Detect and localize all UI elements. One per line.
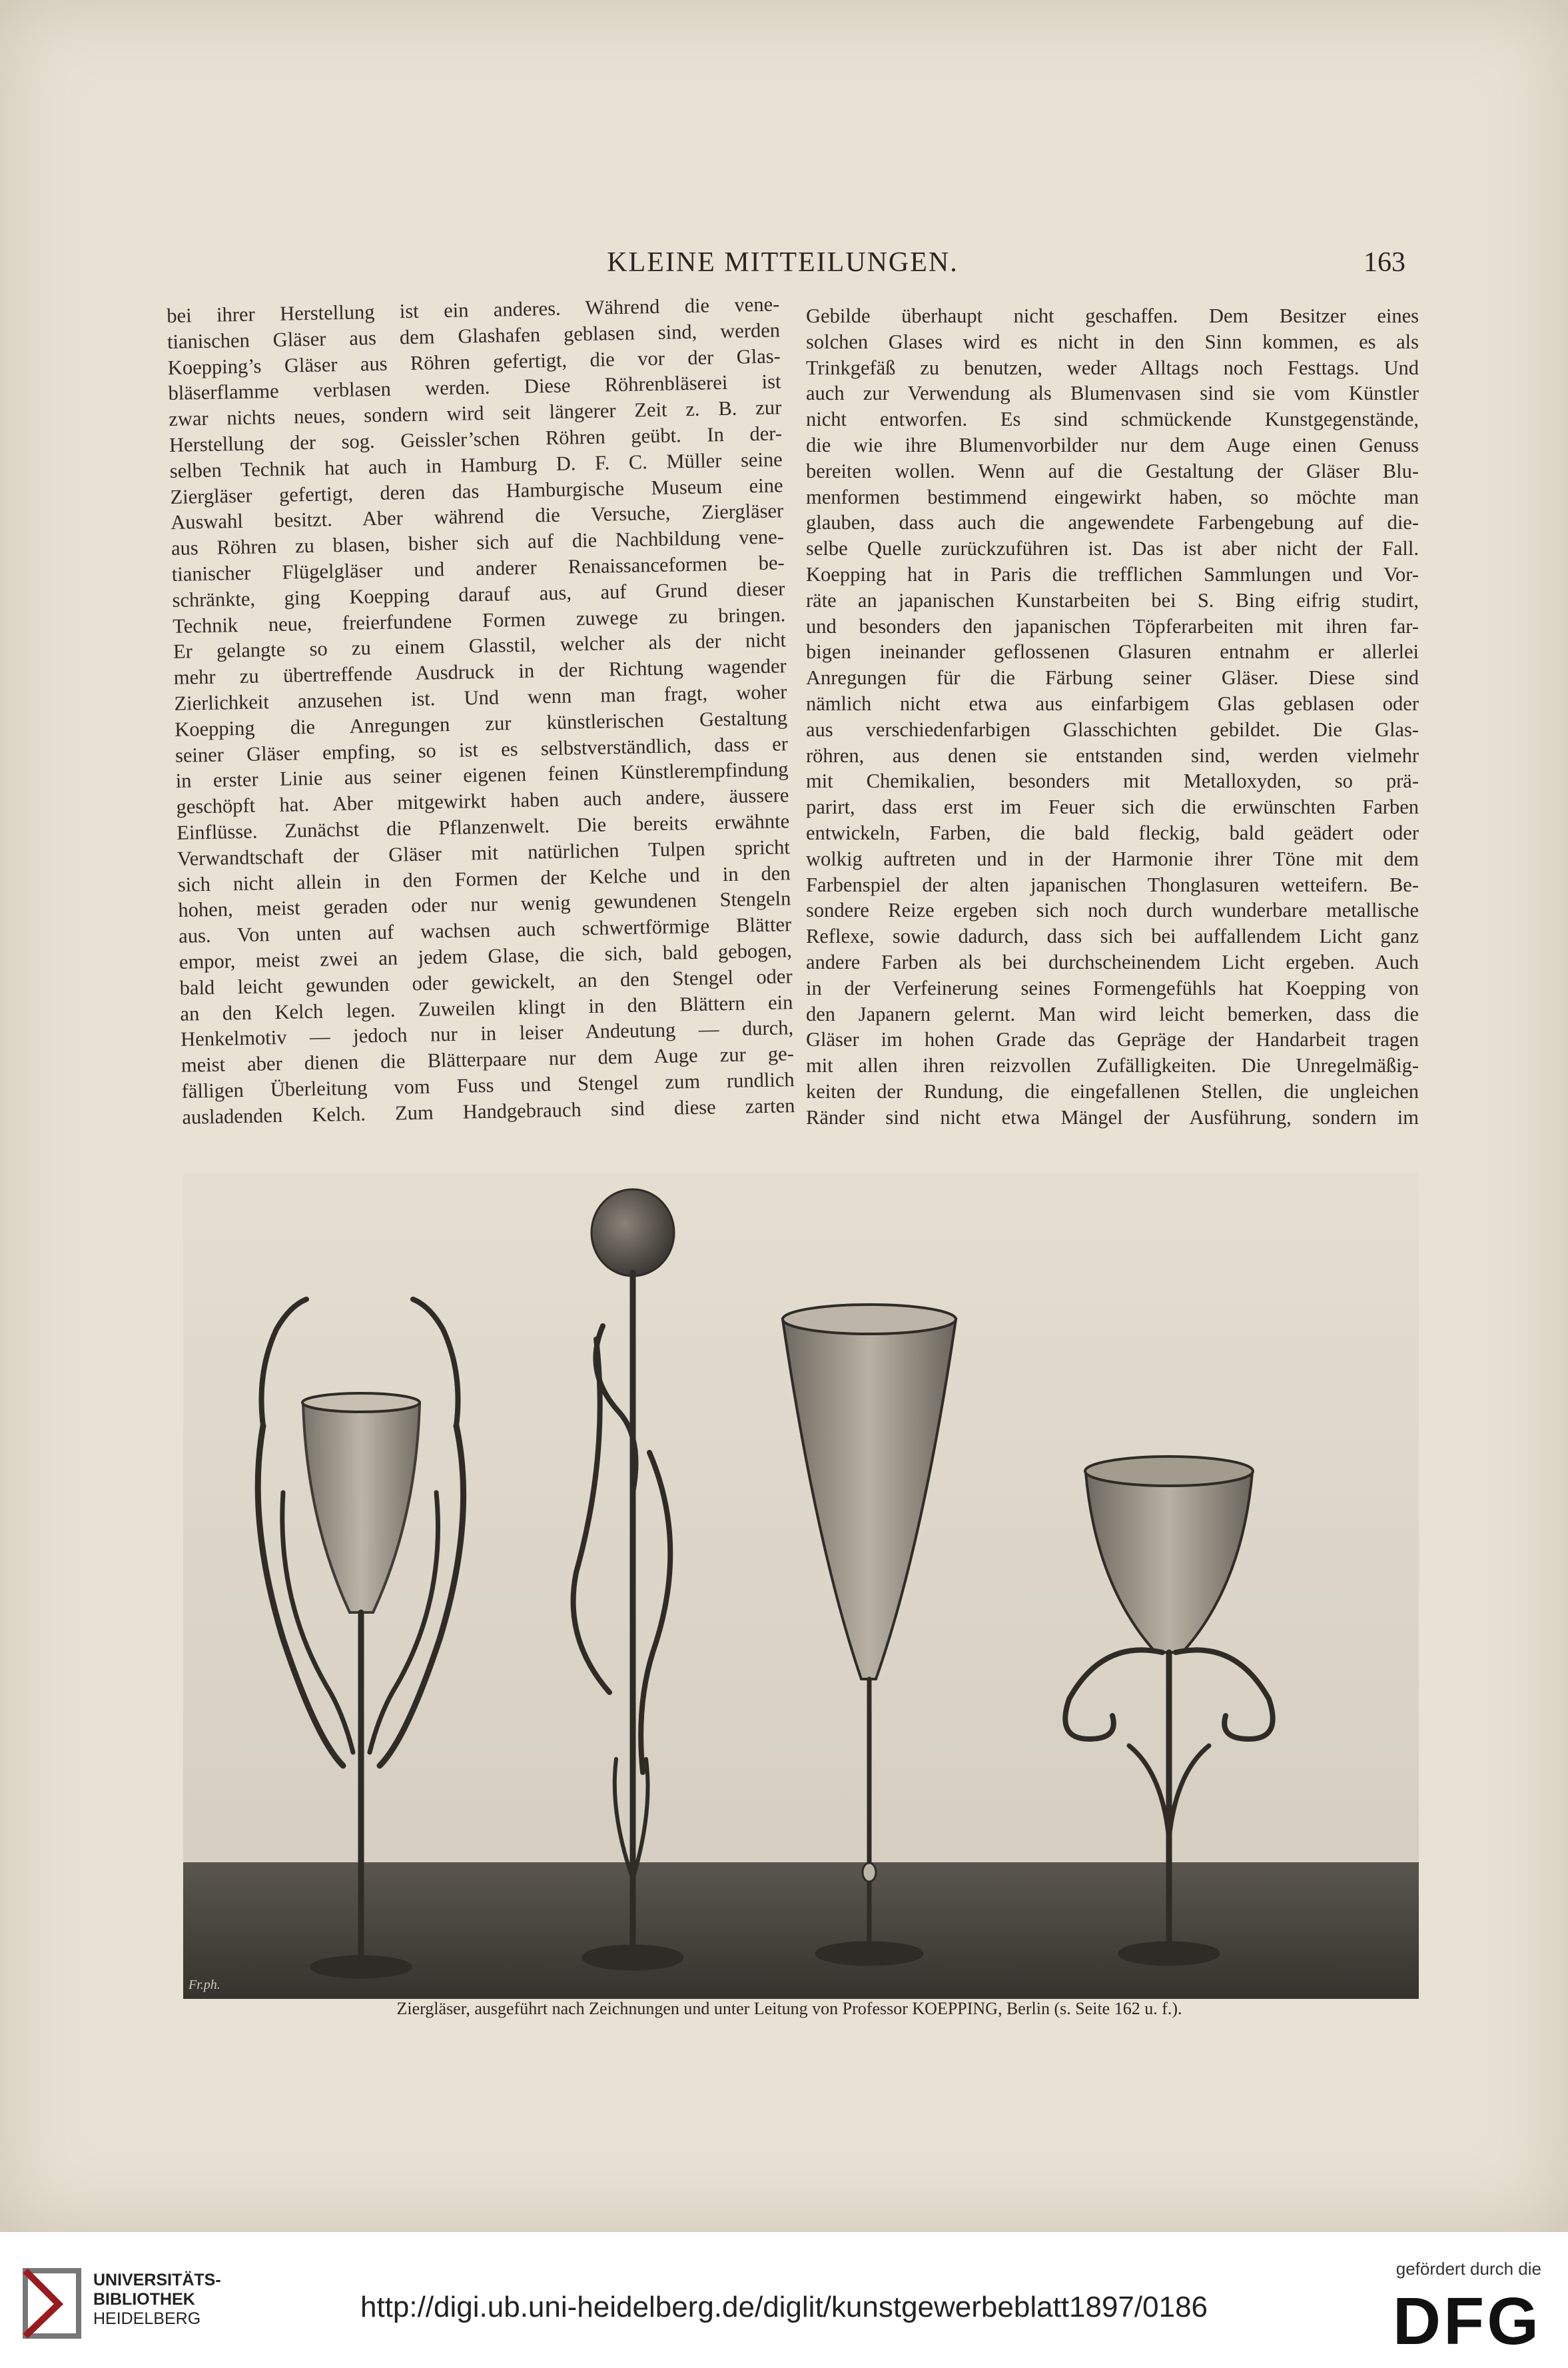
- text-column-right: [806, 303, 1419, 1163]
- left-column-line: zwar nichts neues, sondern wird seit längerer Zeit z. B. zur: [169, 396, 782, 431]
- left-column-line: Herstellung der sog. Geissler’schen Röhren geübt. In der-: [169, 422, 783, 456]
- right-column-line: Anregungen für die Färbung seiner Gläser. Diese sind: [806, 666, 1419, 690]
- right-column-line: nicht entworfen. Es sind schmückende Kunstgegenstände,: [806, 408, 1419, 431]
- running-head: [160, 247, 1405, 287]
- right-column-line: aus verschiedenfarbigen Glasschichten gebildet. Die Glas-: [806, 718, 1419, 741]
- right-column-line: menformen bestimmend eingewirkt haben, so möchte man: [806, 485, 1419, 508]
- funding-label: gefördert durch die: [1395, 2259, 1541, 2279]
- library-name-line-3: HEIDELBERG: [93, 2309, 201, 2328]
- library-name-line-1: UNIVERSITÄTS-: [93, 2271, 221, 2289]
- right-column-line: entwickeln, Farben, die bald fleckig, bald geädert oder: [806, 821, 1419, 844]
- left-column-line: Zierlichkeit anzusehen ist. Und wenn man fragt, woher: [174, 680, 787, 715]
- left-column-line: in erster Linie aus seiner eigenen feinen Künstlerempfindung: [175, 758, 789, 793]
- right-column-line: glauben, dass auch die angewendete Farbengebung auf die-: [806, 511, 1419, 534]
- right-column-line: mit allen ihren reizvollen Zufälligkeiten. Die Unregelmäßig-: [806, 1054, 1419, 1077]
- left-column-line: meist aber dienen die Blätterpaare nur dem Auge zur ge-: [181, 1042, 795, 1077]
- digitization-footer: [0, 2232, 1568, 2368]
- left-column-line: sich nicht allein in den Formen der Kelche und in den: [177, 861, 791, 896]
- text-column-left: [167, 291, 796, 1162]
- right-column-line: Trinkgefäß zu benutzen, weder Alltags noch Festtags. Und: [806, 356, 1419, 379]
- right-column-line: Koepping hat in Paris die trefflichen Sammlungen und Vor-: [806, 562, 1419, 586]
- right-column-line: und besonders den japanischen Töpferarbeiten mit ihren far-: [806, 614, 1419, 638]
- right-column-line: nämlich nicht etwa aus einfarbigem Glas geblasen oder: [806, 692, 1419, 715]
- engraver-mark: Fr.ph.: [189, 1978, 220, 1992]
- right-column-line: mit Chemikalien, besonders mit Metalloxyden, so prä-: [806, 770, 1419, 793]
- right-column-line: Gebilde überhaupt nicht geschaffen. Dem Besitzer eines: [806, 304, 1419, 327]
- figure-caption: Ziergläser, ausgeführt nach Zeichnungen und unter Leitung von Professor KOEPPING, Berlin (s. Seite 162 u. f.).: [396, 1999, 1182, 2018]
- left-column-line: selben Technik hat auch in Hamburg D. F. C. Müller seine: [169, 448, 783, 482]
- left-column-line: Verwandtschaft der Gläser mit natürlichen Tulpen spricht: [177, 835, 791, 870]
- left-column-line: schränkte, ging Koepping darauf aus, auf Grund dieser: [172, 577, 785, 612]
- left-column-line: ausladenden Kelch. Zum Handgebrauch sind diese zarten: [182, 1093, 795, 1129]
- left-column-line: aus Röhren zu blasen, bisher sich auf die Nachbildung vene-: [171, 525, 785, 560]
- left-column-line: Koepping’s Gläser aus Röhren gefertigt, die vor der Glas-: [167, 344, 781, 379]
- right-column-line: keiten der Rundung, die eingefallenen Stellen, die ungleichen: [806, 1079, 1419, 1103]
- left-column-line: Einflüsse. Zunächst die Pflanzenwelt. Die bereits erwähnte: [176, 810, 790, 844]
- left-column-line: bei ihrer Herstellung ist ein anderes. Während die vene-: [167, 293, 780, 327]
- left-column-line: seiner Gläser empfing, so ist es selbstverständlich, dass er: [175, 732, 789, 767]
- source-url-link[interactable]: http://digi.ub.uni-heidelberg.de/diglit/kunstgewerbeblatt1897/0186: [360, 2291, 1208, 2323]
- right-column-line: röhren, aus denen sie entstanden sind, werden vielmehr: [806, 744, 1419, 767]
- left-column-line: an den Kelch legen. Zuweilen klingt in den Blättern ein: [180, 990, 793, 1025]
- left-column-line: bläserflamme verblasen werden. Diese Röhrenbläserei ist: [168, 370, 781, 405]
- left-column-line: geschöpft hat. Aber mitgewirkt haben auch andere, äussere: [176, 784, 789, 818]
- right-column-line: auch zur Verwendung als Blumenvasen sind sie vom Künstler: [806, 382, 1419, 405]
- right-column-line: andere Farben als bei durchscheinendem Licht ergeben. Auch: [806, 950, 1419, 973]
- right-column-line: sondere Reize ergeben sich noch durch wunderbare metallische: [806, 899, 1419, 922]
- right-column-line: parirt, dass erst im Feuer sich die erwünschten Farben: [806, 796, 1419, 819]
- left-column-line: hohen, meist geraden oder nur wenig gewundenen Stengeln: [178, 887, 791, 922]
- right-column-line: Reflexe, sowie dadurch, dass sich bei auffallendem Licht ganz: [806, 925, 1419, 948]
- right-column-line: wolkig auftreten und in der Harmonie ihrer Töne mit dem: [806, 847, 1419, 870]
- right-column-line: den Japanern gelernt. Man wird leicht bemerken, dass die: [806, 1002, 1419, 1025]
- right-column-line: Farbenspiel der alten japanischen Thonglasuren wetteifern. Be-: [806, 873, 1419, 896]
- left-column-line: Koepping die Anregungen zur künstlerischen Gestaltung: [174, 706, 788, 741]
- right-column-line: bereiten wollen. Wenn auf die Gestaltung der Gläser Blu-: [806, 459, 1419, 482]
- right-column-line: räte an japanischen Kunstarbeiten bei S. Bing eifrig studirt,: [806, 588, 1419, 612]
- page-number: 163: [1364, 247, 1405, 278]
- running-title: KLEINE MITTEILUNGEN.: [607, 247, 959, 278]
- left-column-line: fälligen Überleitung vom Fuss und Stengel zum rundlich: [181, 1068, 795, 1103]
- right-column-line: Ränder sind nicht etwa Mängel der Ausführung, sondern im: [806, 1105, 1419, 1129]
- dfg-logo: DFG: [1392, 2284, 1541, 2359]
- left-column-line: Er gelangte so zu einem Glasstil, welcher als der nicht: [173, 628, 787, 664]
- left-column-line: Auswahl besitzt. Aber während die Versuche, Ziergläser: [170, 499, 784, 534]
- left-column-line: Ziergläser gefertigt, deren das Hamburgische Museum eine: [170, 473, 783, 508]
- right-column-line: selbe Quelle zurückzuführen ist. Das ist aber nicht der Fall.: [806, 537, 1419, 560]
- right-column-line: die wie ihre Blumenvorbilder nur dem Auge einen Genuss: [806, 433, 1419, 456]
- library-name-line-2: BIBLIOTHEK: [93, 2290, 195, 2309]
- right-column-line: bigen ineinander geflossenen Glasuren entnahm er allerlei: [806, 640, 1419, 664]
- left-column-line: aus. Von unten auf wachsen auch schwertförmige Blätter: [178, 913, 792, 947]
- left-column-line: Technik neue, freierfundene Formen zuwege zu bringen.: [172, 602, 786, 638]
- left-column-line: tianischer Flügelgläser und anderer Renaissanceformen be-: [171, 551, 785, 586]
- left-column-line: bald leicht gewunden oder gewickelt, an den Stengel oder: [179, 964, 793, 999]
- left-column-line: tianischen Gläser aus dem Glashafen geblasen sind, werden: [167, 318, 781, 353]
- left-column-line: mehr zu übertreffende Ausdruck in der Richtung wagender: [173, 654, 787, 690]
- glasses-photograph: [183, 1173, 1419, 1999]
- right-column-line: solchen Glases wird es nicht in den Sinn kommen, es als: [806, 330, 1419, 353]
- right-column-line: in der Verfeinerung seines Formengefühls hat Koepping von: [806, 976, 1419, 999]
- right-column-line: Gläser im hohen Grade das Gepräge der Handarbeit tragen: [806, 1028, 1419, 1051]
- left-column-line: Henkelmotiv — jedoch nur in leiser Andeutung — durch,: [180, 1016, 794, 1051]
- left-column-line: empor, meist zwei an jedem Glase, die sich, bald gebogen,: [179, 939, 793, 973]
